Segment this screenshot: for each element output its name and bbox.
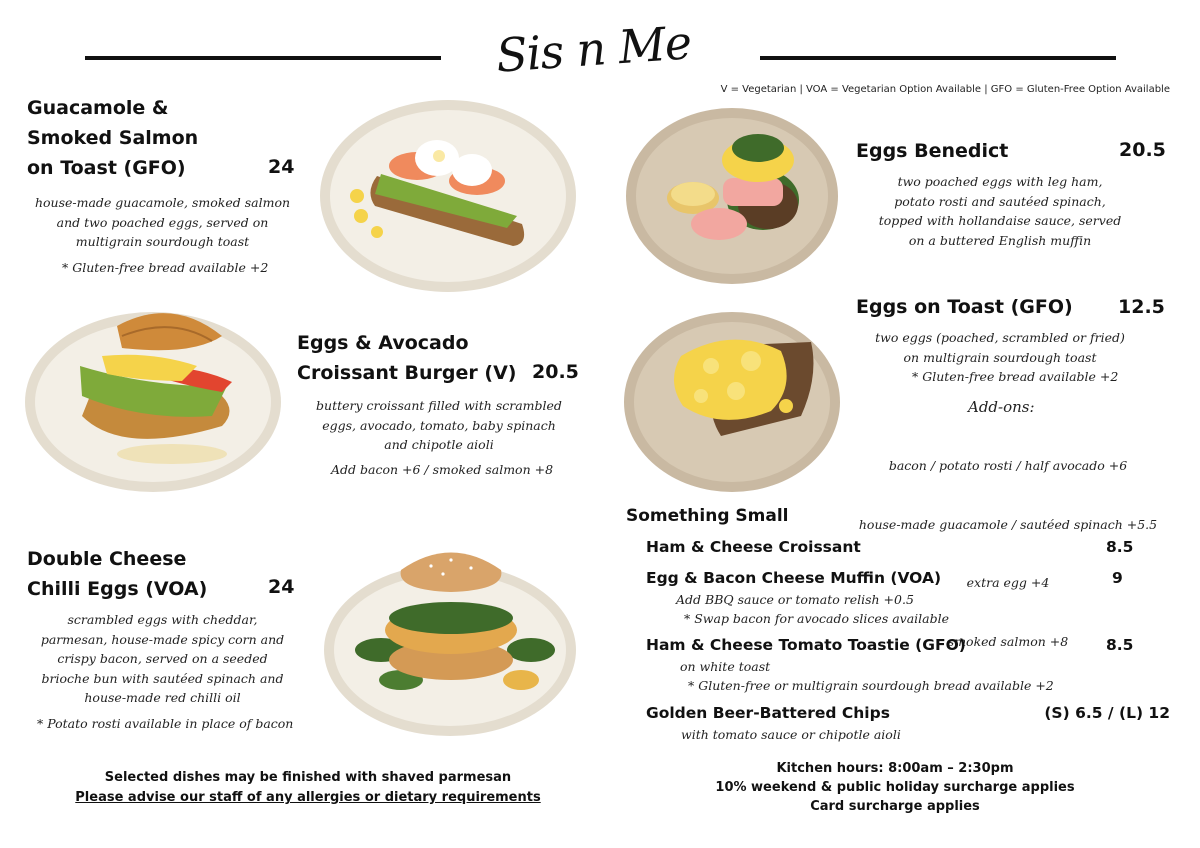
small-item-name: Ham & Cheese Tomato Toastie (GFO) [646, 636, 966, 654]
photo-eggs-on-toast [621, 306, 843, 496]
brand-logo: Sis n Me [494, 15, 693, 83]
dish-price-croissant: 20.5 [532, 361, 579, 383]
small-item-note: with tomato sauce or chipotle aioli [681, 727, 901, 742]
dietary-legend: V = Vegetarian | VOA = Vegetarian Option Available | GFO = Gluten-Free Option Available [720, 84, 1170, 95]
dish-desc-croissant: buttery croissant filled with scrambled eggs, avocado, tomato, baby spinach and chipotle aioli [316, 398, 562, 452]
section-heading-small: Something Small [626, 506, 789, 526]
addon-item: house-made guacamole / sautéed spinach +5.5 [858, 516, 1158, 532]
dish-note-chilli: * Potato rosti available in place of bacon [37, 716, 294, 731]
small-item-price: (S) 6.5 / (L) 12 [1044, 704, 1170, 722]
footer-parmesan-note: Selected dishes may be finished with shaved parmesan [104, 770, 512, 785]
addon-item: extra egg +4 [966, 575, 1050, 590]
footer-card-surcharge: Card surcharge applies [810, 799, 980, 814]
dish-price-guac: 24 [268, 156, 295, 178]
dish-title-guac: Guacamole & Smoked Salmon on Toast (GFO) [27, 97, 199, 179]
dish-note-toast: * Gluten-free bread available +2 [912, 369, 1119, 384]
header-rule-left [85, 56, 441, 60]
dish-price-benedict: 20.5 [1119, 139, 1166, 161]
small-item-name: Egg & Bacon Cheese Muffin (VOA) [646, 569, 942, 587]
addons-heading: Add-ons: [968, 398, 1035, 416]
header-rule-right [760, 56, 1116, 60]
addon-item: bacon / potato rosti / half avocado +6 [888, 458, 1128, 473]
addon-item: smoked salmon +8 [947, 633, 1069, 649]
dish-desc-guac: house-made guacamole, smoked salmon and two poached eggs, served on multigrain sourdough toast [34, 195, 291, 249]
small-item-note: on white toast [680, 659, 771, 674]
dish-title-croissant: Eggs & Avocado Croissant Burger (V) [297, 332, 517, 384]
small-item-name: Ham & Cheese Croissant [646, 538, 861, 556]
photo-guac-toast [317, 96, 579, 296]
small-item-price: 8.5 [1106, 636, 1134, 654]
footer-kitchen-hours: Kitchen hours: 8:00am – 2:30pm [776, 761, 1014, 776]
dish-title-benedict: Eggs Benedict [856, 140, 1009, 162]
dish-note-guac: * Gluten-free bread available +2 [62, 260, 269, 275]
photo-chilli-eggs [321, 540, 579, 740]
dish-price-chilli: 24 [268, 576, 295, 598]
small-item-price: 8.5 [1106, 538, 1134, 556]
footer-allergy-note: Please advise our staff of any allergies or dietary requirements [75, 790, 541, 805]
small-item-note: * Swap bacon for avocado slices available [684, 611, 950, 626]
dish-note-croissant: Add bacon +6 / smoked salmon +8 [331, 462, 554, 477]
dish-title-chilli: Double Cheese Chilli Eggs (VOA) [27, 548, 208, 600]
small-item-note: * Gluten-free or multigrain sourdough bread available +2 [688, 678, 1054, 693]
photo-croissant-burger [22, 296, 284, 496]
dish-desc-toast: two eggs (poached, scrambled or fried) on multigrain sourdough toast [875, 330, 1125, 365]
small-item-note: Add BBQ sauce or tomato relish +0.5 [676, 592, 914, 607]
photo-eggs-benedict [623, 100, 841, 288]
footer-weekend-surcharge: 10% weekend & public holiday surcharge applies [715, 780, 1075, 795]
dish-desc-benedict: two poached eggs with leg ham, potato rosti and sautéed spinach, topped with hollandaise sauce, served on a buttered English muffin [878, 174, 1122, 248]
small-item-price: 9 [1112, 569, 1123, 587]
dish-desc-chilli: scrambled eggs with cheddar, parmesan, house-made spicy corn and crispy bacon, served on a seeded brioche bun with sautéed spinach and house-made red chilli oil [40, 612, 285, 705]
dish-title-toast: Eggs on Toast (GFO) [856, 296, 1073, 318]
small-item-name: Golden Beer-Battered Chips [646, 704, 890, 722]
dish-price-toast: 12.5 [1118, 296, 1165, 318]
